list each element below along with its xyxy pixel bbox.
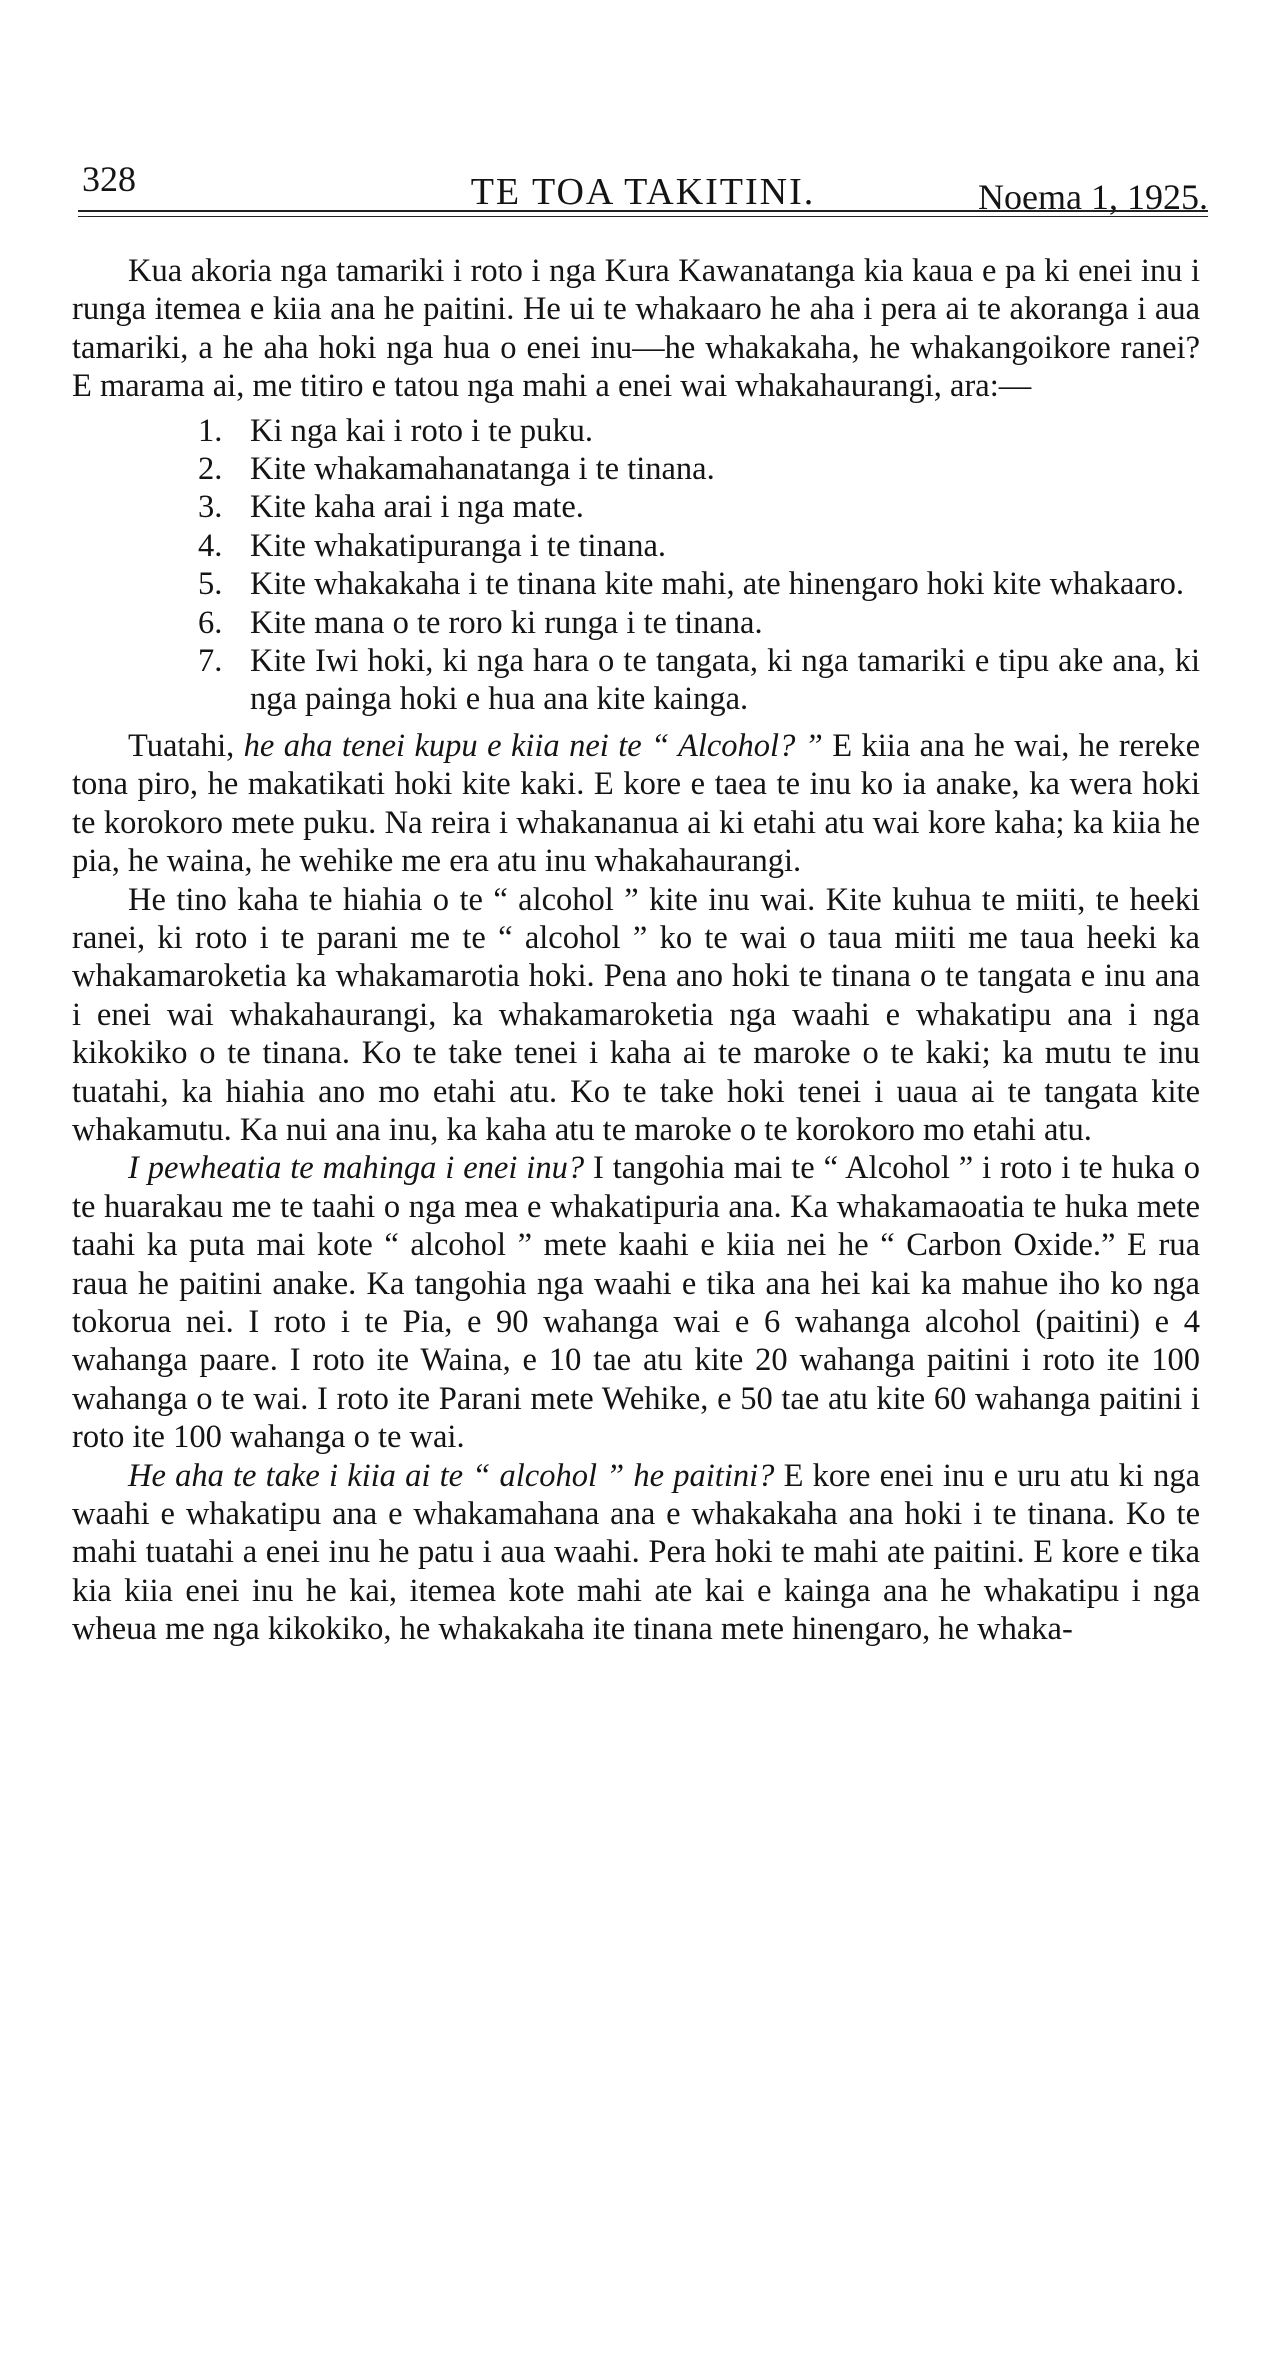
header-rule-thin [78, 216, 1208, 217]
list-item-text: Kite kaha arai i nga mate. [250, 489, 584, 526]
poison-paragraph [72, 1457, 1200, 1649]
list-item [198, 642, 1200, 719]
paragraph-text: I tangohia mai te “ Alcohol ” i roto i te huka o te huarakau me te taahi o nga mea e whakatipuria ana. Ka whakamaoatia te huka mete taahi ka puta mai kote “ alcohol ” mete kaahi e kiia nei he “ Carbon Oxide.” E rua raua he paitini anake. Ka tangohia nga waahi e tika ana hei kai ka mahue iho ko nga tokorua nei. I roto i te Pia, e 90 wahanga wai e 6 wahanga alcohol (paitini) e 4 wahanga paare. I roto ite Waina, e 10 tae atu kite 20 wahanga paitini i roto ite 100 wahanga o te wai. I roto ite Parani mete Wehike, e 50 tae atu kite 60 wahanga paitini i roto ite 100 wahanga o te wai. [72, 1150, 1200, 1456]
alcohol-definition-paragraph [72, 727, 1200, 881]
list-item-text: Kite mana o te roro ki runga i te tinana. [250, 604, 763, 641]
list-item-text: Kite whakamahanatanga i te tinana. [250, 451, 715, 488]
list-item [198, 565, 1200, 603]
list-item-text: Kite Iwi hoki, ki nga hara o te tangata, ki nga tamariki e tipu ake ana, ki nga painga hoki e hua ana kite kainga. [250, 643, 1200, 718]
header-rule [78, 210, 1208, 212]
paragraph-question: I pewheatia te mahinga i enei inu? [128, 1150, 585, 1187]
paragraph-lead: Tuatahi, [128, 727, 244, 764]
paragraph-question: He aha te take i kiia ai te “ alcohol ” he paitini? [128, 1457, 775, 1494]
list-item [198, 450, 1200, 488]
page-number: 328 [82, 159, 136, 199]
list-item-number: 2. [198, 451, 223, 488]
list-item-text: Kite whakakaha i te tinana kite mahi, ate hinengaro hoki kite whakaaro. [250, 566, 1185, 603]
list-item [198, 412, 1200, 450]
intro-paragraph: Kua akoria nga tamariki i roto i nga Kura Kawanatanga kia kaua e pa ki enei inu i runga itemea e kiia ana he paitini. He ui te whakaaro he aha i pera ai te akoranga i aua tamariki, a he aha hoki nga hua o enei inu—he whakakaha, he whakangoikore ranei? E marama ai, me titiro e tatou nga mahi a enei wai whakahaurangi, ara:— [72, 253, 1200, 405]
list-item [198, 488, 1200, 526]
list-item-number: 3. [198, 489, 223, 526]
manufacture-paragraph [72, 1149, 1200, 1456]
publication-title: TE TOA TAKITINI. [470, 171, 816, 213]
list-item-number: 7. [198, 643, 223, 680]
list-item-number: 4. [198, 527, 223, 564]
list-item-number: 5. [198, 566, 223, 603]
page-header [78, 150, 1208, 220]
effects-list [72, 412, 1200, 719]
article-body [72, 252, 1200, 1649]
list-item-number: 6. [198, 604, 223, 641]
list-item-text: Ki nga kai i roto i te puku. [250, 412, 593, 449]
list-item-text: Kite whakatipuranga i te tinana. [250, 527, 667, 564]
paragraph-text: E kiia ana he wai, he rereke tona piro, he makatikati hoki kite kaki. E kore e taea te inu ko ia anake, ka wera hoki te korokoro mete puku. Na reira i whakananua ai ki etahi atu wai kore kaha; ka kiia he pia, he waina, he wehike me era atu inu whakahaurangi. [72, 727, 1201, 880]
list-item-number: 1. [198, 412, 223, 449]
paragraph-question: he aha tenei kupu e kiia nei te “ Alcohol? ” [243, 727, 823, 764]
paragraph-text: E kore enei inu e uru atu ki nga waahi e whakatipu ana e whakamahana ana e whakakaha ana hoki i te tinana. Ko te mahi tuatahi a enei inu he patu i aua waahi. Pera hoki te mahi ate paitini. E kore e tika kia kiia enei inu he kai, itemea kote mahi ate kai e kainga ana he whakatipu i nga wheua me nga kikokiko, he whakakaha ite tinana mete hinengaro, he whaka- [72, 1457, 1201, 1648]
list-item [198, 527, 1200, 565]
thirst-paragraph: He tino kaha te hiahia o te “ alcohol ” kite inu wai. Kite kuhua te miiti, te heeki ranei, ki roto i te parani me te “ alcohol ” ko te wai o taua miiti me taua heeki ka whakamaroketia ka whakamarotia hoki. Pena ano hoki te tinana o te tangata e inu ana i enei wai whakahaurangi, ka whakamaroketia nga waahi e whakatipu ana i nga kikokiko o te tinana. Ko te take tenei i kaha ai te maroke o te kaki; ka mutu te inu tuatahi, ka hiahia ano mo etahi atu. Ko te take hoki tenei i uaua ai te tangata kite whakamutu. Ka nui ana inu, ka kaha atu te maroke o te korokoro mo etahi atu. [72, 881, 1200, 1148]
issue-date: Noema 1, 1925. [978, 177, 1208, 217]
list-item [198, 604, 1200, 642]
